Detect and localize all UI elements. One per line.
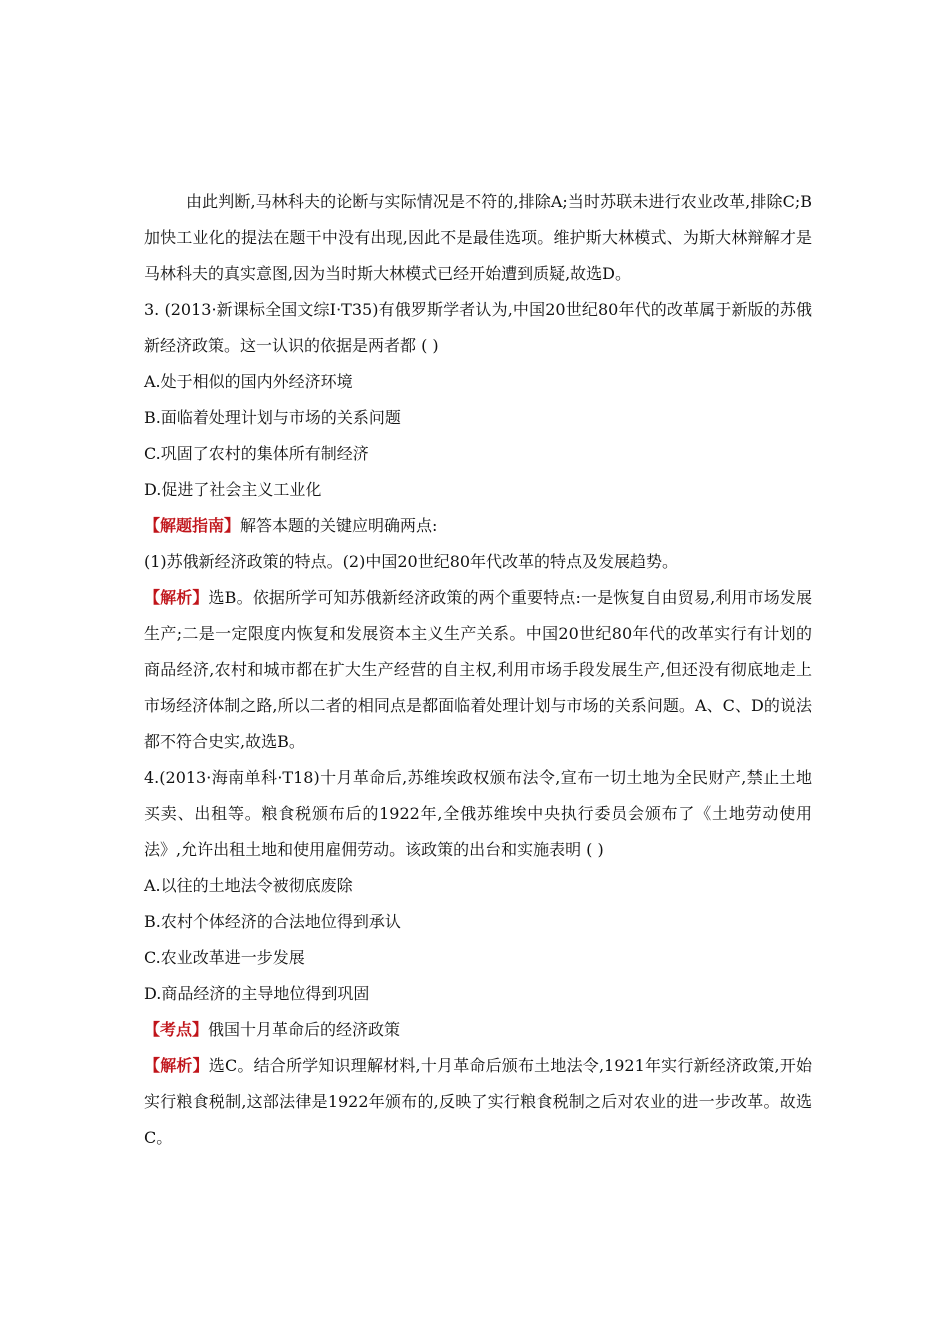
question-4-kaodian: [144, 1012, 812, 1048]
question-4-option-d: D.商品经济的主导地位得到巩固: [144, 984, 370, 1003]
question-4-option-b: B.农村个体经济的合法地位得到承认: [144, 912, 401, 931]
question-4-analysis: [144, 1048, 812, 1156]
question-3-option-c: C.巩固了农村的集体所有制经济: [144, 444, 369, 463]
document-content: [144, 184, 812, 1156]
question-3-option-d: D.促进了社会主义工业化: [144, 480, 322, 499]
question-4-option-a: A.以往的土地法令被彻底废除: [144, 876, 353, 895]
guide-tag: 【解题指南】: [144, 516, 241, 535]
question-3-option-a: A.处于相似的国内外经济环境: [144, 372, 353, 391]
analysis-tag: 【解析】: [144, 1056, 209, 1075]
question-3-analysis: [144, 580, 812, 760]
kaodian-text: 俄国十月革命后的经济政策: [208, 1020, 401, 1039]
analysis-text: 选B。依据所学可知苏俄新经济政策的两个重要特点:一是恢复自由贸易,利用市场发展生产;二是一定限度内恢复和发展资本主义生产关系。中国20世纪80年代的改革实行有计划的商品经济,农村和城市都在扩大生产经营的自主权,利用市场手段发展生产,但还没有彻底地走上市场经济体制之路,所以二者的相同点是都面临着处理计划与市场的关系问题。A、C、D的说法都不符合史实,故选B。: [144, 588, 812, 751]
question-3-option-b: B.面临着处理计划与市场的关系问题: [144, 408, 401, 427]
intro-paragraph: 由此判断,马林科夫的论断与实际情况是不符的,排除A;当时苏联未进行农业改革,排除C;B加快工业化的提法在题干中没有出现,因此不是最佳选项。维护斯大林模式、为斯大林辩解才是马林科夫的真实意图,因为当时斯大林模式已经开始遭到质疑,故选D。: [144, 192, 812, 283]
question-3-stem: 3. (2013·新课标全国文综Ⅰ·T35)有俄罗斯学者认为,中国20世纪80年代的改革属于新版的苏俄新经济政策。这一认识的依据是两者都 ( ): [144, 300, 812, 355]
question-3-guide: [144, 508, 812, 544]
kaodian-tag: 【考点】: [144, 1020, 209, 1039]
analysis-text: 选C。结合所学知识理解材料,十月革命后颁布土地法令,1921年实行新经济政策,开始实行粮食税制,这部法律是1922年颁布的,反映了实行粮食税制之后对农业的进一步改革。故选C。: [144, 1056, 812, 1147]
question-4-option-c: C.农业改革进一步发展: [144, 948, 305, 967]
question-4-stem: 4.(2013·海南单科·T18)十月革命后,苏维埃政权颁布法令,宣布一切土地为全民财产,禁止土地买卖、出租等。粮食税颁布后的1922年,全俄苏维埃中央执行委员会颁布了《土地劳动使用法》,允许出租土地和使用雇佣劳动。该政策的出台和实施表明 ( ): [144, 768, 812, 859]
question-3-guide-points: (1)苏俄新经济政策的特点。(2)中国20世纪80年代改革的特点及发展趋势。: [144, 552, 679, 571]
analysis-tag: 【解析】: [144, 588, 209, 607]
guide-text: 解答本题的关键应明确两点:: [240, 516, 438, 535]
